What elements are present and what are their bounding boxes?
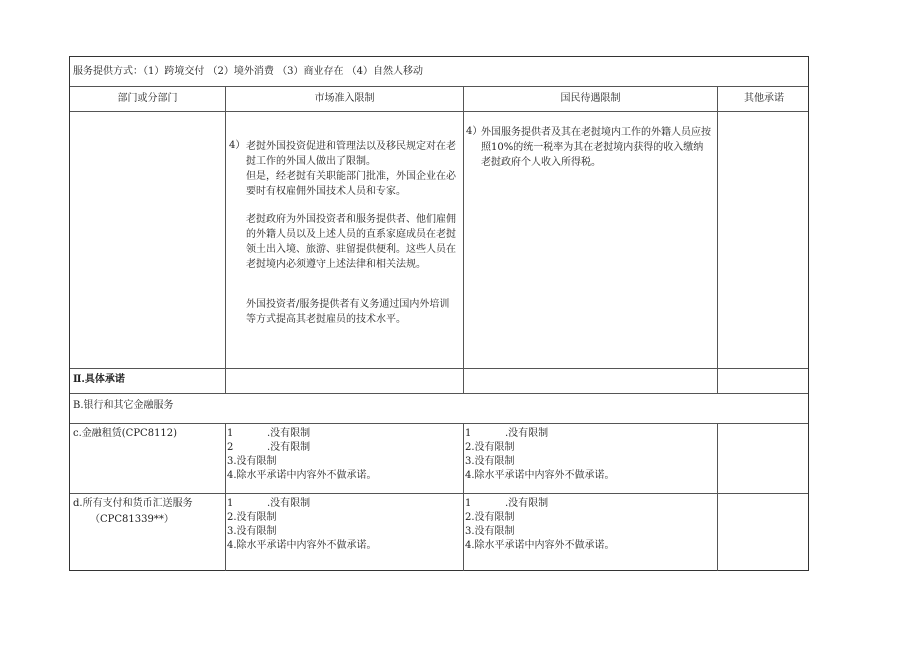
ma-mode4-para3: 老挝政府为外国投资者和服务提供者、他们雇佣的外籍人员以及上述人员的直系家庭成员在老挝领土出入境、旅游、驻留提供便利。这些人员在老挝境内必须遵守上述法律和相关法规。 [246,214,456,270]
col-divider [225,423,226,571]
ma-c-line2: 2 .没有限制 [227,442,311,453]
header-market-access: 市场准入限制 [314,93,375,104]
ma-mode4-para1: 老挝外国投资促进和管理法以及移民规定对在老挝工作的外国人做出了限制。 [246,141,456,167]
row-divider [70,423,808,424]
ma-mode4-number: 4） [229,140,246,151]
nt-d-line4: 4.除水平承诺中内容外不做承诺。 [465,540,615,551]
ma-c-line4: 4.除水平承诺中内容外不做承诺。 [227,470,377,481]
section-specific-commitments: Ⅱ.具体承诺 [73,374,125,385]
ma-c-line1: 1 .没有限制 [227,428,311,439]
col-divider [463,423,464,571]
nt-c-line4: 4.除水平承诺中内容外不做承诺。 [465,470,615,481]
commitments-table [69,56,809,571]
header-sector: 部门或分部门 [117,93,178,104]
header-national-treatment: 国民待遇限制 [560,93,621,104]
ma-d-line1: 1 .没有限制 [227,498,311,509]
nt-mode4-text: 外国服务提供者及其在老挝境内工作的外籍人员应按照10%的统一税率为其在老挝境内获得的收入缴纳老挝政府个人收入所得税。 [481,127,711,168]
sector-financial-leasing: c.金融租赁(CPC8112) [73,428,178,439]
col-divider [225,86,226,393]
sector-payment-services-cpc: （CPC81339**） [90,514,174,525]
ma-d-line4: 4.除水平承诺中内容外不做承诺。 [227,540,377,551]
col-divider [717,86,718,393]
row-divider [70,368,808,369]
nt-c-line1: 1 .没有限制 [465,428,549,439]
nt-d-line3: 3.没有限制 [465,526,515,537]
col-divider [463,86,464,393]
section-banking: B.银行和其它金融服务 [73,400,174,411]
ma-mode4-para4: 外国投资者/服务提供者有义务通过国内外培训等方式提高其老挝雇员的技术水平。 [246,299,450,325]
nt-mode4-number: 4） [466,126,483,137]
ma-mode4-para2: 但是，经老挝有关职能部门批准，外国企业在必要时有权雇佣外国技术人员和专家。 [246,171,456,197]
nt-c-line3: 3.没有限制 [465,456,515,467]
row-divider [70,393,808,394]
nt-c-line2: 2.没有限制 [465,442,515,453]
col-divider [717,423,718,571]
nt-d-line1: 1 .没有限制 [465,498,549,509]
sector-payment-services: d.所有支付和货币汇送服务 [73,498,193,509]
nt-d-line2: 2.没有限制 [465,512,515,523]
row-divider [70,86,808,87]
supply-modes: 服务提供方式：（1）跨境交付 （2）境外消费 （3）商业存在 （4）自然人移动 [73,66,423,77]
row-divider [70,111,808,112]
ma-d-line2: 2.没有限制 [227,512,277,523]
ma-c-line3: 3.没有限制 [227,456,277,467]
row-divider [70,493,808,494]
ma-d-line3: 3.没有限制 [227,526,277,537]
header-other-commitments: 其他承诺 [744,93,784,104]
